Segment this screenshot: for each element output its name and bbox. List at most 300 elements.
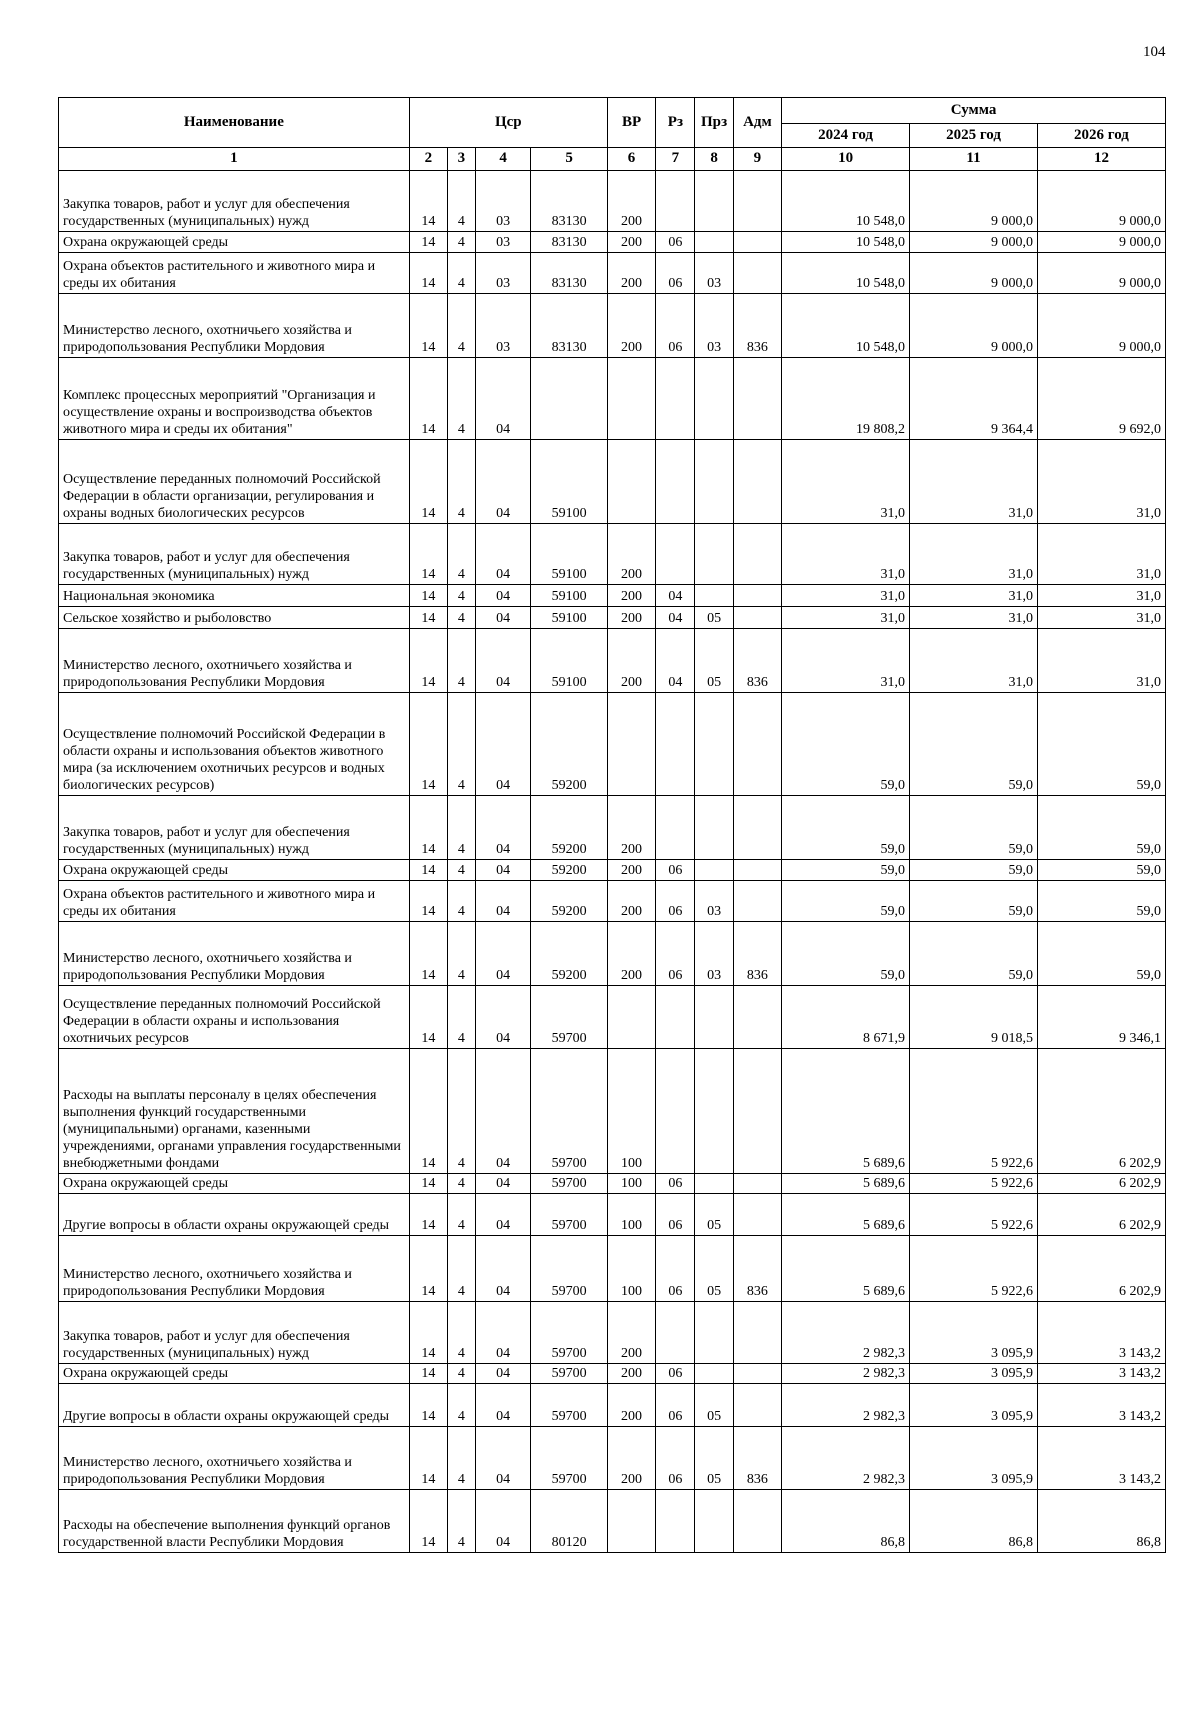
vr-cell: 100 (607, 1194, 655, 1236)
csr-part-2: 4 (447, 693, 475, 796)
csr-part-4: 59700 (531, 1384, 607, 1427)
csr-part-4: 59700 (531, 1194, 607, 1236)
sum-2026: 9 692,0 (1037, 358, 1165, 440)
vr-cell (607, 693, 655, 796)
sum-2024: 5 689,6 (782, 1174, 910, 1194)
csr-part-3: 03 (475, 232, 531, 253)
csr-part-2: 4 (447, 1049, 475, 1174)
sum-2025: 3 095,9 (910, 1364, 1038, 1384)
header-name: Наименование (59, 98, 410, 148)
csr-part-3: 04 (475, 629, 531, 693)
adm-cell (733, 1302, 781, 1364)
csr-part-2: 4 (447, 585, 475, 607)
prz-cell: 05 (695, 1194, 733, 1236)
sum-2025: 31,0 (910, 607, 1038, 629)
sum-2025: 9 000,0 (910, 232, 1038, 253)
csr-part-3: 04 (475, 1194, 531, 1236)
csr-part-1: 14 (409, 1427, 447, 1490)
sum-2024: 2 982,3 (782, 1384, 910, 1427)
csr-part-2: 4 (447, 881, 475, 922)
table-row (59, 860, 1166, 881)
sum-2026: 59,0 (1037, 693, 1165, 796)
header-vr: ВР (607, 98, 655, 148)
vr-cell: 200 (607, 1364, 655, 1384)
csr-part-4: 59200 (531, 693, 607, 796)
sum-2024: 86,8 (782, 1490, 910, 1553)
sum-2026: 6 202,9 (1037, 1236, 1165, 1302)
header-year-2026: 2026 год (1037, 124, 1165, 148)
vr-cell (607, 358, 655, 440)
prz-cell (695, 585, 733, 607)
sum-2025: 3 095,9 (910, 1427, 1038, 1490)
sum-2024: 59,0 (782, 693, 910, 796)
column-number-8: 8 (695, 148, 733, 171)
rz-cell (656, 693, 695, 796)
rz-cell: 06 (656, 922, 695, 986)
column-number-4: 4 (475, 148, 531, 171)
csr-part-3: 03 (475, 294, 531, 358)
sum-2026: 3 143,2 (1037, 1302, 1165, 1364)
csr-part-4: 59100 (531, 524, 607, 585)
csr-part-3: 04 (475, 1302, 531, 1364)
csr-part-3: 04 (475, 860, 531, 881)
sum-2025: 9 000,0 (910, 294, 1038, 358)
csr-part-4: 59700 (531, 1236, 607, 1302)
prz-cell (695, 524, 733, 585)
vr-cell: 200 (607, 585, 655, 607)
sum-2024: 5 689,6 (782, 1236, 910, 1302)
csr-part-1: 14 (409, 440, 447, 524)
row-name: Осуществление переданных полномочий Российской Федерации в области охраны и использования охотничьих ресурсов (59, 986, 410, 1049)
adm-cell (733, 524, 781, 585)
csr-part-3: 04 (475, 1490, 531, 1553)
csr-part-3: 04 (475, 440, 531, 524)
csr-part-3: 04 (475, 358, 531, 440)
table-row (59, 1384, 1166, 1427)
budget-table (58, 97, 1166, 1553)
csr-part-1: 14 (409, 1384, 447, 1427)
csr-part-1: 14 (409, 1174, 447, 1194)
rz-cell: 06 (656, 294, 695, 358)
rz-cell: 04 (656, 607, 695, 629)
row-name: Расходы на обеспечение выполнения функций органов государственной власти Республики Мордовия (59, 1490, 410, 1553)
adm-cell: 836 (733, 294, 781, 358)
sum-2024: 10 548,0 (782, 232, 910, 253)
csr-part-2: 4 (447, 860, 475, 881)
prz-cell: 03 (695, 253, 733, 294)
sum-2026: 31,0 (1037, 440, 1165, 524)
csr-part-4: 83130 (531, 253, 607, 294)
page-number: 104 (1143, 44, 1166, 60)
adm-cell (733, 358, 781, 440)
sum-2025: 31,0 (910, 524, 1038, 585)
rz-cell (656, 986, 695, 1049)
prz-cell: 05 (695, 607, 733, 629)
row-name: Закупка товаров, работ и услуг для обеспечения государственных (муниципальных) нужд (59, 796, 410, 860)
csr-part-3: 04 (475, 607, 531, 629)
csr-part-2: 4 (447, 607, 475, 629)
sum-2025: 59,0 (910, 796, 1038, 860)
sum-2024: 2 982,3 (782, 1427, 910, 1490)
csr-part-2: 4 (447, 1427, 475, 1490)
csr-part-1: 14 (409, 860, 447, 881)
csr-part-4: 59700 (531, 1364, 607, 1384)
column-number-5: 5 (531, 148, 607, 171)
csr-part-4: 59700 (531, 1427, 607, 1490)
row-name: Закупка товаров, работ и услуг для обеспечения государственных (муниципальных) нужд (59, 171, 410, 232)
prz-cell (695, 440, 733, 524)
csr-part-3: 04 (475, 796, 531, 860)
row-name: Охрана окружающей среды (59, 1174, 410, 1194)
sum-2024: 31,0 (782, 585, 910, 607)
row-name: Министерство лесного, охотничьего хозяйства и природопользования Республики Мордовия (59, 1427, 410, 1490)
sum-2025: 5 922,6 (910, 1174, 1038, 1194)
vr-cell: 200 (607, 860, 655, 881)
table-row (59, 294, 1166, 358)
prz-cell (695, 232, 733, 253)
csr-part-3: 03 (475, 171, 531, 232)
row-name: Расходы на выплаты персоналу в целях обеспечения выполнения функций государственными (муниципальными) органами, казенными учреждениями, органами управления государственными внебюджетными фондами (59, 1049, 410, 1174)
csr-part-2: 4 (447, 1174, 475, 1194)
sum-2024: 2 982,3 (782, 1364, 910, 1384)
csr-part-1: 14 (409, 881, 447, 922)
table-body (59, 171, 1166, 1553)
prz-cell (695, 986, 733, 1049)
table-row (59, 881, 1166, 922)
sum-2026: 59,0 (1037, 860, 1165, 881)
table-row (59, 358, 1166, 440)
vr-cell: 200 (607, 294, 655, 358)
column-number-9: 9 (733, 148, 781, 171)
csr-part-1: 14 (409, 607, 447, 629)
csr-part-1: 14 (409, 1194, 447, 1236)
rz-cell: 04 (656, 629, 695, 693)
adm-cell: 836 (733, 1427, 781, 1490)
rz-cell (656, 358, 695, 440)
sum-2026: 31,0 (1037, 629, 1165, 693)
sum-2024: 8 671,9 (782, 986, 910, 1049)
csr-part-4: 83130 (531, 294, 607, 358)
table-row (59, 440, 1166, 524)
csr-part-4: 59700 (531, 1174, 607, 1194)
header-year-2025: 2025 год (910, 124, 1038, 148)
csr-part-3: 04 (475, 1174, 531, 1194)
vr-cell: 100 (607, 1236, 655, 1302)
table-row (59, 585, 1166, 607)
csr-part-2: 4 (447, 524, 475, 585)
csr-part-1: 14 (409, 1236, 447, 1302)
row-name: Национальная экономика (59, 585, 410, 607)
row-name: Охрана объектов растительного и животного мира и среды их обитания (59, 881, 410, 922)
csr-part-1: 14 (409, 629, 447, 693)
csr-part-1: 14 (409, 171, 447, 232)
csr-part-2: 4 (447, 232, 475, 253)
sum-2025: 31,0 (910, 585, 1038, 607)
vr-cell: 200 (607, 629, 655, 693)
adm-cell (733, 1364, 781, 1384)
adm-cell (733, 693, 781, 796)
prz-cell: 05 (695, 1236, 733, 1302)
sum-2026: 86,8 (1037, 1490, 1165, 1553)
column-number-3: 3 (447, 148, 475, 171)
table-row (59, 232, 1166, 253)
row-name: Министерство лесного, охотничьего хозяйства и природопользования Республики Мордовия (59, 294, 410, 358)
csr-part-4: 59200 (531, 922, 607, 986)
table-row (59, 524, 1166, 585)
prz-cell (695, 1490, 733, 1553)
sum-2025: 59,0 (910, 922, 1038, 986)
column-number-10: 10 (782, 148, 910, 171)
sum-2024: 31,0 (782, 629, 910, 693)
sum-2025: 59,0 (910, 860, 1038, 881)
row-name: Министерство лесного, охотничьего хозяйства и природопользования Республики Мордовия (59, 1236, 410, 1302)
sum-2024: 10 548,0 (782, 253, 910, 294)
vr-cell: 100 (607, 1174, 655, 1194)
adm-cell (733, 607, 781, 629)
csr-part-3: 04 (475, 585, 531, 607)
sum-2024: 19 808,2 (782, 358, 910, 440)
csr-part-3: 04 (475, 1236, 531, 1302)
csr-part-4: 80120 (531, 1490, 607, 1553)
sum-2024: 31,0 (782, 440, 910, 524)
table-row (59, 922, 1166, 986)
sum-2026: 3 143,2 (1037, 1384, 1165, 1427)
csr-part-3: 04 (475, 922, 531, 986)
csr-part-1: 14 (409, 585, 447, 607)
rz-cell (656, 1049, 695, 1174)
row-name: Охрана окружающей среды (59, 1364, 410, 1384)
sum-2024: 59,0 (782, 881, 910, 922)
prz-cell: 03 (695, 881, 733, 922)
sum-2026: 6 202,9 (1037, 1174, 1165, 1194)
prz-cell: 05 (695, 629, 733, 693)
sum-2024: 59,0 (782, 860, 910, 881)
csr-part-3: 04 (475, 1049, 531, 1174)
row-name: Министерство лесного, охотничьего хозяйства и природопользования Республики Мордовия (59, 922, 410, 986)
adm-cell (733, 1174, 781, 1194)
sum-2025: 5 922,6 (910, 1236, 1038, 1302)
sum-2025: 86,8 (910, 1490, 1038, 1553)
csr-part-4 (531, 358, 607, 440)
row-name: Закупка товаров, работ и услуг для обеспечения государственных (муниципальных) нужд (59, 1302, 410, 1364)
sum-2026: 59,0 (1037, 922, 1165, 986)
sum-2025: 9 018,5 (910, 986, 1038, 1049)
sum-2025: 31,0 (910, 440, 1038, 524)
row-name: Осуществление полномочий Российской Федерации в области охраны и использования объектов животного мира (за исключением охотничьих ресурсов и водных биологических ресурсов) (59, 693, 410, 796)
adm-cell (733, 232, 781, 253)
sum-2025: 5 922,6 (910, 1194, 1038, 1236)
table-row (59, 1490, 1166, 1553)
vr-cell (607, 440, 655, 524)
csr-part-2: 4 (447, 796, 475, 860)
adm-cell: 836 (733, 1236, 781, 1302)
csr-part-2: 4 (447, 440, 475, 524)
rz-cell (656, 171, 695, 232)
vr-cell: 200 (607, 1302, 655, 1364)
prz-cell (695, 1174, 733, 1194)
csr-part-4: 59200 (531, 860, 607, 881)
sum-2026: 31,0 (1037, 607, 1165, 629)
row-name: Охрана объектов растительного и животного мира и среды их обитания (59, 253, 410, 294)
sum-2026: 9 000,0 (1037, 253, 1165, 294)
rz-cell: 06 (656, 232, 695, 253)
row-name: Закупка товаров, работ и услуг для обеспечения государственных (муниципальных) нужд (59, 524, 410, 585)
table-row (59, 629, 1166, 693)
sum-2024: 31,0 (782, 524, 910, 585)
csr-part-2: 4 (447, 1490, 475, 1553)
vr-cell: 200 (607, 232, 655, 253)
csr-part-2: 4 (447, 294, 475, 358)
adm-cell: 836 (733, 629, 781, 693)
csr-part-1: 14 (409, 986, 447, 1049)
csr-part-4: 83130 (531, 232, 607, 253)
sum-2025: 3 095,9 (910, 1384, 1038, 1427)
vr-cell: 200 (607, 1384, 655, 1427)
csr-part-3: 04 (475, 693, 531, 796)
header-sum: Сумма (782, 98, 1166, 124)
adm-cell (733, 1490, 781, 1553)
csr-part-1: 14 (409, 693, 447, 796)
csr-part-4: 59100 (531, 607, 607, 629)
sum-2024: 59,0 (782, 922, 910, 986)
sum-2024: 2 982,3 (782, 1302, 910, 1364)
vr-cell: 200 (607, 796, 655, 860)
sum-2026: 31,0 (1037, 585, 1165, 607)
csr-part-4: 59100 (531, 629, 607, 693)
table-row (59, 607, 1166, 629)
rz-cell (656, 440, 695, 524)
adm-cell (733, 881, 781, 922)
vr-cell: 200 (607, 253, 655, 294)
header-adm: Адм (733, 98, 781, 148)
adm-cell (733, 1049, 781, 1174)
sum-2024: 10 548,0 (782, 294, 910, 358)
csr-part-3: 03 (475, 253, 531, 294)
rz-cell: 06 (656, 1384, 695, 1427)
row-name: Осуществление переданных полномочий Российской Федерации в области организации, регулирования и охраны водных биологических ресурсов (59, 440, 410, 524)
sum-2025: 9 364,4 (910, 358, 1038, 440)
csr-part-1: 14 (409, 253, 447, 294)
rz-cell: 06 (656, 1174, 695, 1194)
csr-part-4: 59700 (531, 986, 607, 1049)
csr-part-3: 04 (475, 881, 531, 922)
csr-part-2: 4 (447, 1236, 475, 1302)
sum-2025: 5 922,6 (910, 1049, 1038, 1174)
csr-part-1: 14 (409, 1049, 447, 1174)
table-row (59, 1364, 1166, 1384)
csr-part-1: 14 (409, 524, 447, 585)
csr-part-3: 04 (475, 1384, 531, 1427)
prz-cell: 05 (695, 1427, 733, 1490)
prz-cell (695, 358, 733, 440)
row-name: Сельское хозяйство и рыболовство (59, 607, 410, 629)
row-name: Охрана окружающей среды (59, 232, 410, 253)
sum-2026: 6 202,9 (1037, 1194, 1165, 1236)
rz-cell: 06 (656, 1194, 695, 1236)
adm-cell: 836 (733, 922, 781, 986)
table-row (59, 986, 1166, 1049)
prz-cell: 03 (695, 922, 733, 986)
adm-cell (733, 1194, 781, 1236)
sum-2026: 59,0 (1037, 796, 1165, 860)
rz-cell: 06 (656, 860, 695, 881)
csr-part-1: 14 (409, 1364, 447, 1384)
csr-part-4: 59100 (531, 585, 607, 607)
sum-2024: 5 689,6 (782, 1049, 910, 1174)
column-number-2: 2 (409, 148, 447, 171)
csr-part-2: 4 (447, 1364, 475, 1384)
rz-cell (656, 524, 695, 585)
adm-cell (733, 986, 781, 1049)
column-number-7: 7 (656, 148, 695, 171)
adm-cell (733, 585, 781, 607)
sum-2026: 3 143,2 (1037, 1364, 1165, 1384)
row-name: Министерство лесного, охотничьего хозяйства и природопользования Республики Мордовия (59, 629, 410, 693)
vr-cell (607, 986, 655, 1049)
sum-2026: 3 143,2 (1037, 1427, 1165, 1490)
vr-cell: 200 (607, 881, 655, 922)
rz-cell: 06 (656, 1364, 695, 1384)
csr-part-1: 14 (409, 1302, 447, 1364)
rz-cell: 06 (656, 881, 695, 922)
header-prz: Прз (695, 98, 733, 148)
sum-2026: 6 202,9 (1037, 1049, 1165, 1174)
table-row (59, 1194, 1166, 1236)
adm-cell (733, 171, 781, 232)
csr-part-2: 4 (447, 358, 475, 440)
rz-cell: 06 (656, 1236, 695, 1302)
rz-cell: 06 (656, 253, 695, 294)
prz-cell (695, 693, 733, 796)
table-row (59, 1427, 1166, 1490)
sum-2026: 59,0 (1037, 881, 1165, 922)
sum-2024: 10 548,0 (782, 171, 910, 232)
column-number-row (59, 148, 1166, 171)
sum-2024: 31,0 (782, 607, 910, 629)
csr-part-1: 14 (409, 358, 447, 440)
csr-part-3: 04 (475, 524, 531, 585)
rz-cell (656, 1490, 695, 1553)
csr-part-1: 14 (409, 294, 447, 358)
adm-cell (733, 440, 781, 524)
column-number-11: 11 (910, 148, 1038, 171)
column-number-1: 1 (59, 148, 410, 171)
csr-part-1: 14 (409, 796, 447, 860)
csr-part-4: 59200 (531, 881, 607, 922)
csr-part-2: 4 (447, 171, 475, 232)
csr-part-2: 4 (447, 629, 475, 693)
prz-cell (695, 796, 733, 860)
sum-2025: 9 000,0 (910, 253, 1038, 294)
csr-part-4: 59700 (531, 1049, 607, 1174)
header-csr: Цср (409, 98, 607, 148)
row-name: Другие вопросы в области охраны окружающей среды (59, 1384, 410, 1427)
sum-2025: 9 000,0 (910, 171, 1038, 232)
sum-2024: 59,0 (782, 796, 910, 860)
table-row (59, 253, 1166, 294)
header-year-2024: 2024 год (782, 124, 910, 148)
sum-2026: 9 346,1 (1037, 986, 1165, 1049)
table-row (59, 1302, 1166, 1364)
csr-part-1: 14 (409, 232, 447, 253)
table-row (59, 171, 1166, 232)
csr-part-2: 4 (447, 1384, 475, 1427)
column-number-6: 6 (607, 148, 655, 171)
table-row (59, 796, 1166, 860)
adm-cell (733, 796, 781, 860)
csr-part-3: 04 (475, 1364, 531, 1384)
csr-part-4: 59700 (531, 1302, 607, 1364)
